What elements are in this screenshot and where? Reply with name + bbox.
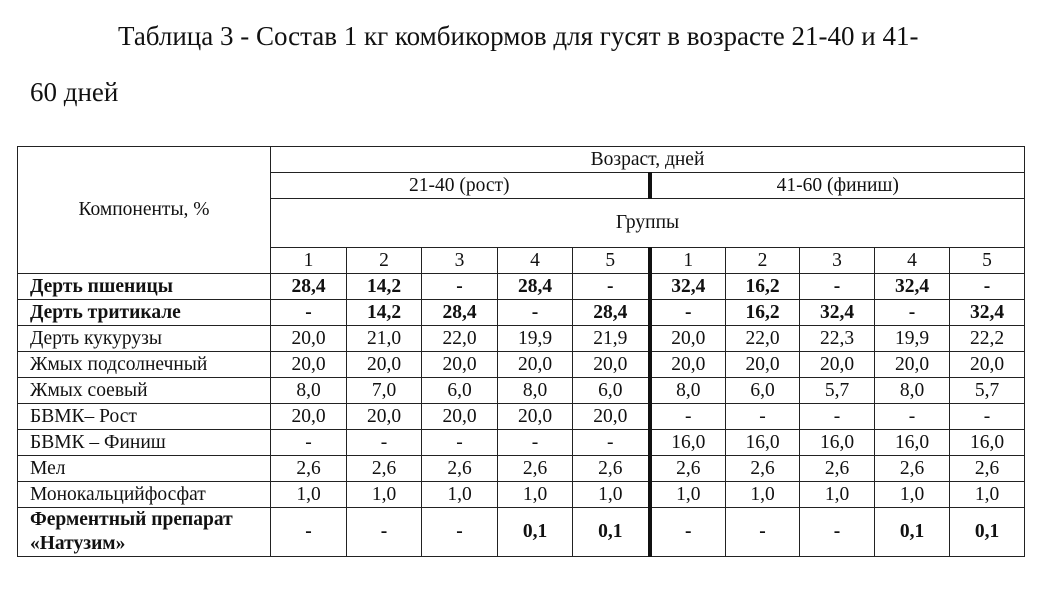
- table-row: [18, 456, 1025, 482]
- value-cell: 20,0: [271, 352, 347, 378]
- groups-header: Группы: [271, 199, 1025, 248]
- value-cell: 20,0: [573, 352, 650, 378]
- value-cell: -: [950, 274, 1025, 300]
- value-cell: 32,4: [800, 300, 875, 326]
- value-cell: 32,4: [950, 300, 1025, 326]
- value-cell: 20,0: [875, 352, 950, 378]
- value-cell: 28,4: [271, 274, 347, 300]
- group-number-cell: 5: [573, 248, 650, 274]
- component-name: Монокальцийфосфат: [18, 482, 271, 508]
- value-cell: -: [422, 274, 498, 300]
- value-cell: -: [271, 430, 347, 456]
- value-cell: -: [498, 430, 573, 456]
- value-cell: 1,0: [650, 482, 726, 508]
- value-cell: 2,6: [271, 456, 347, 482]
- value-cell: 16,0: [875, 430, 950, 456]
- value-cell: 1,0: [950, 482, 1025, 508]
- value-cell: 16,2: [726, 300, 800, 326]
- group-number-cell: 1: [271, 248, 347, 274]
- value-cell: -: [498, 300, 573, 326]
- value-cell: 8,0: [650, 378, 726, 404]
- value-cell: 1,0: [800, 482, 875, 508]
- value-cell: 1,0: [347, 482, 422, 508]
- value-cell: 5,7: [800, 378, 875, 404]
- value-cell: -: [650, 508, 726, 557]
- value-cell: 20,0: [650, 352, 726, 378]
- period-grow-header: 21-40 (рост): [271, 173, 650, 199]
- component-name: БВМК – Финиш: [18, 430, 271, 456]
- value-cell: 2,6: [950, 456, 1025, 482]
- value-cell: -: [800, 274, 875, 300]
- group-number-cell: 4: [498, 248, 573, 274]
- value-cell: 2,6: [800, 456, 875, 482]
- group-number-cell: 2: [726, 248, 800, 274]
- value-cell: 20,0: [573, 404, 650, 430]
- table-row: [18, 326, 1025, 352]
- component-name: Дерть кукурузы: [18, 326, 271, 352]
- composition-table: [17, 146, 1025, 557]
- value-cell: 2,6: [498, 456, 573, 482]
- component-name: Ферментный препарат «Натузим»: [18, 508, 271, 557]
- value-cell: -: [875, 404, 950, 430]
- component-name: БВМК– Рост: [18, 404, 271, 430]
- component-name: Дерть тритикале: [18, 300, 271, 326]
- value-cell: -: [573, 274, 650, 300]
- value-cell: 16,0: [726, 430, 800, 456]
- value-cell: 2,6: [726, 456, 800, 482]
- age-header: Возраст, дней: [271, 147, 1025, 173]
- components-header: Компоненты, %: [18, 147, 271, 274]
- component-name: Жмых подсолнечный: [18, 352, 271, 378]
- value-cell: 1,0: [271, 482, 347, 508]
- table-row: [18, 508, 1025, 557]
- value-cell: 32,4: [650, 274, 726, 300]
- value-cell: 7,0: [347, 378, 422, 404]
- group-number-cell: 1: [650, 248, 726, 274]
- value-cell: 2,6: [422, 456, 498, 482]
- value-cell: 0,1: [950, 508, 1025, 557]
- value-cell: -: [347, 508, 422, 557]
- value-cell: 16,0: [950, 430, 1025, 456]
- value-cell: -: [650, 404, 726, 430]
- value-cell: 5,7: [950, 378, 1025, 404]
- value-cell: 6,0: [726, 378, 800, 404]
- value-cell: 20,0: [347, 404, 422, 430]
- value-cell: 8,0: [498, 378, 573, 404]
- value-cell: 20,0: [950, 352, 1025, 378]
- table-row: [18, 404, 1025, 430]
- table-caption: [30, 8, 1020, 120]
- value-cell: -: [422, 430, 498, 456]
- value-cell: 16,0: [800, 430, 875, 456]
- value-cell: -: [726, 508, 800, 557]
- table-row: [18, 352, 1025, 378]
- value-cell: 1,0: [573, 482, 650, 508]
- value-cell: 19,9: [498, 326, 573, 352]
- value-cell: -: [726, 404, 800, 430]
- value-cell: 28,4: [498, 274, 573, 300]
- value-cell: -: [800, 508, 875, 557]
- value-cell: 20,0: [498, 404, 573, 430]
- value-cell: 20,0: [650, 326, 726, 352]
- value-cell: 20,0: [422, 352, 498, 378]
- value-cell: 32,4: [875, 274, 950, 300]
- value-cell: 20,0: [347, 352, 422, 378]
- value-cell: -: [573, 430, 650, 456]
- value-cell: -: [271, 300, 347, 326]
- value-cell: 6,0: [422, 378, 498, 404]
- value-cell: 0,1: [573, 508, 650, 557]
- value-cell: 20,0: [800, 352, 875, 378]
- value-cell: 6,0: [573, 378, 650, 404]
- value-cell: 16,0: [650, 430, 726, 456]
- value-cell: 22,0: [422, 326, 498, 352]
- value-cell: 0,1: [875, 508, 950, 557]
- value-cell: -: [950, 404, 1025, 430]
- value-cell: 20,0: [422, 404, 498, 430]
- value-cell: 8,0: [875, 378, 950, 404]
- value-cell: 1,0: [498, 482, 573, 508]
- group-number-cell: 3: [800, 248, 875, 274]
- value-cell: 0,1: [498, 508, 573, 557]
- table-row: [18, 430, 1025, 456]
- value-cell: -: [875, 300, 950, 326]
- period-finish-header: 41-60 (финиш): [650, 173, 1025, 199]
- caption-line-1: Таблица 3 - Состав 1 кг комбикормов для гусят в возрасте 21-40 и 41-: [118, 21, 919, 51]
- value-cell: -: [800, 404, 875, 430]
- value-cell: 1,0: [726, 482, 800, 508]
- table-row: [18, 378, 1025, 404]
- table-row: [18, 300, 1025, 326]
- group-number-cell: 3: [422, 248, 498, 274]
- value-cell: 14,2: [347, 300, 422, 326]
- value-cell: 16,2: [726, 274, 800, 300]
- component-name: Дерть пшеницы: [18, 274, 271, 300]
- value-cell: 21,0: [347, 326, 422, 352]
- value-cell: -: [271, 508, 347, 557]
- value-cell: 1,0: [875, 482, 950, 508]
- value-cell: 20,0: [271, 326, 347, 352]
- value-cell: 2,6: [875, 456, 950, 482]
- value-cell: 22,0: [726, 326, 800, 352]
- caption-line-2: 60 дней: [30, 77, 119, 107]
- component-name: Жмых соевый: [18, 378, 271, 404]
- value-cell: 28,4: [422, 300, 498, 326]
- value-cell: 8,0: [271, 378, 347, 404]
- table-row: [18, 482, 1025, 508]
- value-cell: 19,9: [875, 326, 950, 352]
- value-cell: 20,0: [498, 352, 573, 378]
- value-cell: 21,9: [573, 326, 650, 352]
- value-cell: -: [422, 508, 498, 557]
- value-cell: 2,6: [347, 456, 422, 482]
- value-cell: 20,0: [271, 404, 347, 430]
- value-cell: 14,2: [347, 274, 422, 300]
- value-cell: 22,3: [800, 326, 875, 352]
- value-cell: -: [650, 300, 726, 326]
- group-number-cell: 2: [347, 248, 422, 274]
- value-cell: 20,0: [726, 352, 800, 378]
- table-row: [18, 274, 1025, 300]
- group-number-cell: 4: [875, 248, 950, 274]
- value-cell: 2,6: [573, 456, 650, 482]
- value-cell: 28,4: [573, 300, 650, 326]
- component-name: Мел: [18, 456, 271, 482]
- value-cell: 1,0: [422, 482, 498, 508]
- value-cell: 2,6: [650, 456, 726, 482]
- value-cell: 22,2: [950, 326, 1025, 352]
- value-cell: -: [347, 430, 422, 456]
- group-number-cell: 5: [950, 248, 1025, 274]
